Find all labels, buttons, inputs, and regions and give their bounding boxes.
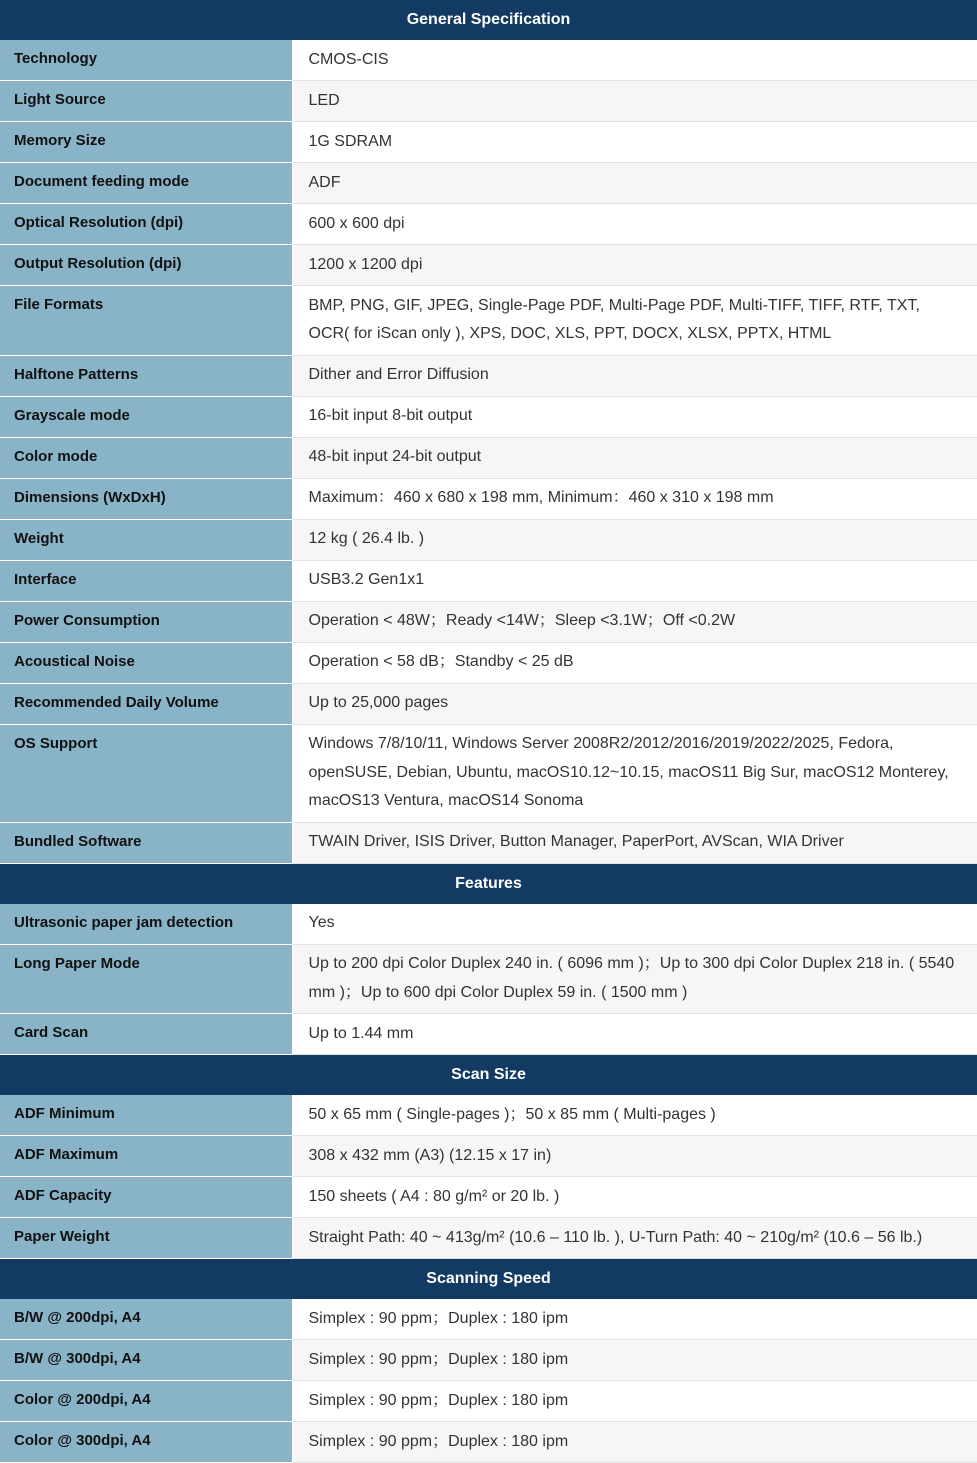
spec-row	[0, 355, 977, 396]
spec-row	[0, 560, 977, 601]
spec-label: B/W @ 300dpi, A4	[0, 1340, 292, 1381]
spec-value: 1G SDRAM	[292, 122, 977, 163]
spec-label: OS Support	[0, 724, 292, 822]
section-header	[0, 863, 977, 904]
spec-row	[0, 642, 977, 683]
spec-row	[0, 286, 977, 356]
spec-value: Simplex : 90 ppm；Duplex : 180 ipm	[292, 1299, 977, 1340]
spec-label: Technology	[0, 40, 292, 81]
spec-row	[0, 40, 977, 81]
spec-value: 1200 x 1200 dpi	[292, 245, 977, 286]
spec-label: Long Paper Mode	[0, 944, 292, 1014]
spec-row	[0, 1177, 977, 1218]
spec-row	[0, 1014, 977, 1055]
section-title: General Specification	[0, 0, 977, 40]
spec-row	[0, 437, 977, 478]
spec-label: Color @ 200dpi, A4	[0, 1381, 292, 1422]
spec-row	[0, 519, 977, 560]
spec-value: Maximum：460 x 680 x 198 mm, Minimum：460 x 310 x 198 mm	[292, 478, 977, 519]
spec-value: 50 x 65 mm ( Single-pages )；50 x 85 mm ( Multi-pages )	[292, 1095, 977, 1136]
spec-row	[0, 1095, 977, 1136]
spec-label: Card Scan	[0, 1014, 292, 1055]
spec-row	[0, 822, 977, 863]
spec-value: Simplex : 90 ppm；Duplex : 180 ipm	[292, 1381, 977, 1422]
spec-value: CMOS-CIS	[292, 40, 977, 81]
spec-value: Up to 1.44 mm	[292, 1014, 977, 1055]
spec-label: Dimensions (WxDxH)	[0, 478, 292, 519]
spec-value: Up to 25,000 pages	[292, 683, 977, 724]
section-header	[0, 0, 977, 40]
spec-label: Color mode	[0, 437, 292, 478]
spec-value: Operation < 48W；Ready <14W；Sleep <3.1W；Off <0.2W	[292, 601, 977, 642]
spec-value: 16-bit input 8-bit output	[292, 396, 977, 437]
spec-label: Output Resolution (dpi)	[0, 245, 292, 286]
spec-value: 12 kg ( 26.4 lb. )	[292, 519, 977, 560]
spec-value: Up to 200 dpi Color Duplex 240 in. ( 6096 mm )；Up to 300 dpi Color Duplex 218 in. ( 5540 mm )；Up to 600 dpi Color Duplex 59 in. ( 1500 mm )	[292, 944, 977, 1014]
spec-value: 600 x 600 dpi	[292, 204, 977, 245]
section-title: Scan Size	[0, 1055, 977, 1096]
spec-row	[0, 724, 977, 822]
spec-row	[0, 1381, 977, 1422]
spec-value: Dither and Error Diffusion	[292, 355, 977, 396]
section-header	[0, 1055, 977, 1096]
section-header	[0, 1259, 977, 1300]
spec-label: Memory Size	[0, 122, 292, 163]
spec-row	[0, 122, 977, 163]
spec-row	[0, 396, 977, 437]
spec-row	[0, 1136, 977, 1177]
spec-value: Operation < 58 dB；Standby < 25 dB	[292, 642, 977, 683]
spec-label: Color @ 300dpi, A4	[0, 1422, 292, 1463]
spec-value: TWAIN Driver, ISIS Driver, Button Manager, PaperPort, AVScan, WIA Driver	[292, 822, 977, 863]
spec-label: Document feeding mode	[0, 163, 292, 204]
spec-label: ADF Maximum	[0, 1136, 292, 1177]
spec-label: Power Consumption	[0, 601, 292, 642]
spec-value: ADF	[292, 163, 977, 204]
spec-label: ADF Capacity	[0, 1177, 292, 1218]
spec-row	[0, 683, 977, 724]
spec-label: B/W @ 200dpi, A4	[0, 1299, 292, 1340]
spec-value: Simplex : 90 ppm；Duplex : 180 ipm	[292, 1422, 977, 1463]
spec-row	[0, 1340, 977, 1381]
spec-label: Halftone Patterns	[0, 355, 292, 396]
spec-label: Grayscale mode	[0, 396, 292, 437]
section-title: Features	[0, 863, 977, 904]
spec-value: USB3.2 Gen1x1	[292, 560, 977, 601]
spec-label: File Formats	[0, 286, 292, 356]
spec-row	[0, 204, 977, 245]
spec-row	[0, 1422, 977, 1463]
spec-label: Light Source	[0, 81, 292, 122]
spec-row	[0, 478, 977, 519]
spec-row	[0, 81, 977, 122]
spec-label: Paper Weight	[0, 1218, 292, 1259]
spec-row	[0, 163, 977, 204]
spec-label: Weight	[0, 519, 292, 560]
spec-label: Acoustical Noise	[0, 642, 292, 683]
spec-row	[0, 944, 977, 1014]
section-title: Scanning Speed	[0, 1259, 977, 1300]
spec-value: Windows 7/8/10/11, Windows Server 2008R2/2012/2016/2019/2022/2025, Fedora, openSUSE, Debian, Ubuntu, macOS10.12~10.15, macOS11 Big Sur, macOS12 Monterey, macOS13 Ventura, macOS14 Sonoma	[292, 724, 977, 822]
spec-value: BMP, PNG, GIF, JPEG, Single-Page PDF, Multi-Page PDF, Multi-TIFF, TIFF, RTF, TXT, OCR( for iScan only ), XPS, DOC, XLS, PPT, DOCX, XLSX, PPTX, HTML	[292, 286, 977, 356]
spec-value: Straight Path: 40 ~ 413g/m² (10.6 – 110 lb. ), U-Turn Path: 40 ~ 210g/m² (10.6 – 56 lb.)	[292, 1218, 977, 1259]
spec-value: 150 sheets ( A4 : 80 g/m² or 20 lb. )	[292, 1177, 977, 1218]
spec-value: 308 x 432 mm (A3) (12.15 x 17 in)	[292, 1136, 977, 1177]
spec-label: Bundled Software	[0, 822, 292, 863]
spec-label: Ultrasonic paper jam detection	[0, 904, 292, 945]
spec-row	[0, 1218, 977, 1259]
spec-label: Interface	[0, 560, 292, 601]
spec-label: Optical Resolution (dpi)	[0, 204, 292, 245]
spec-row	[0, 1299, 977, 1340]
spec-value: 48-bit input 24-bit output	[292, 437, 977, 478]
spec-row	[0, 601, 977, 642]
spec-value: LED	[292, 81, 977, 122]
spec-label: ADF Minimum	[0, 1095, 292, 1136]
spec-row	[0, 245, 977, 286]
spec-value: Simplex : 90 ppm；Duplex : 180 ipm	[292, 1340, 977, 1381]
spec-value: Yes	[292, 904, 977, 945]
spec-row	[0, 904, 977, 945]
spec-label: Recommended Daily Volume	[0, 683, 292, 724]
